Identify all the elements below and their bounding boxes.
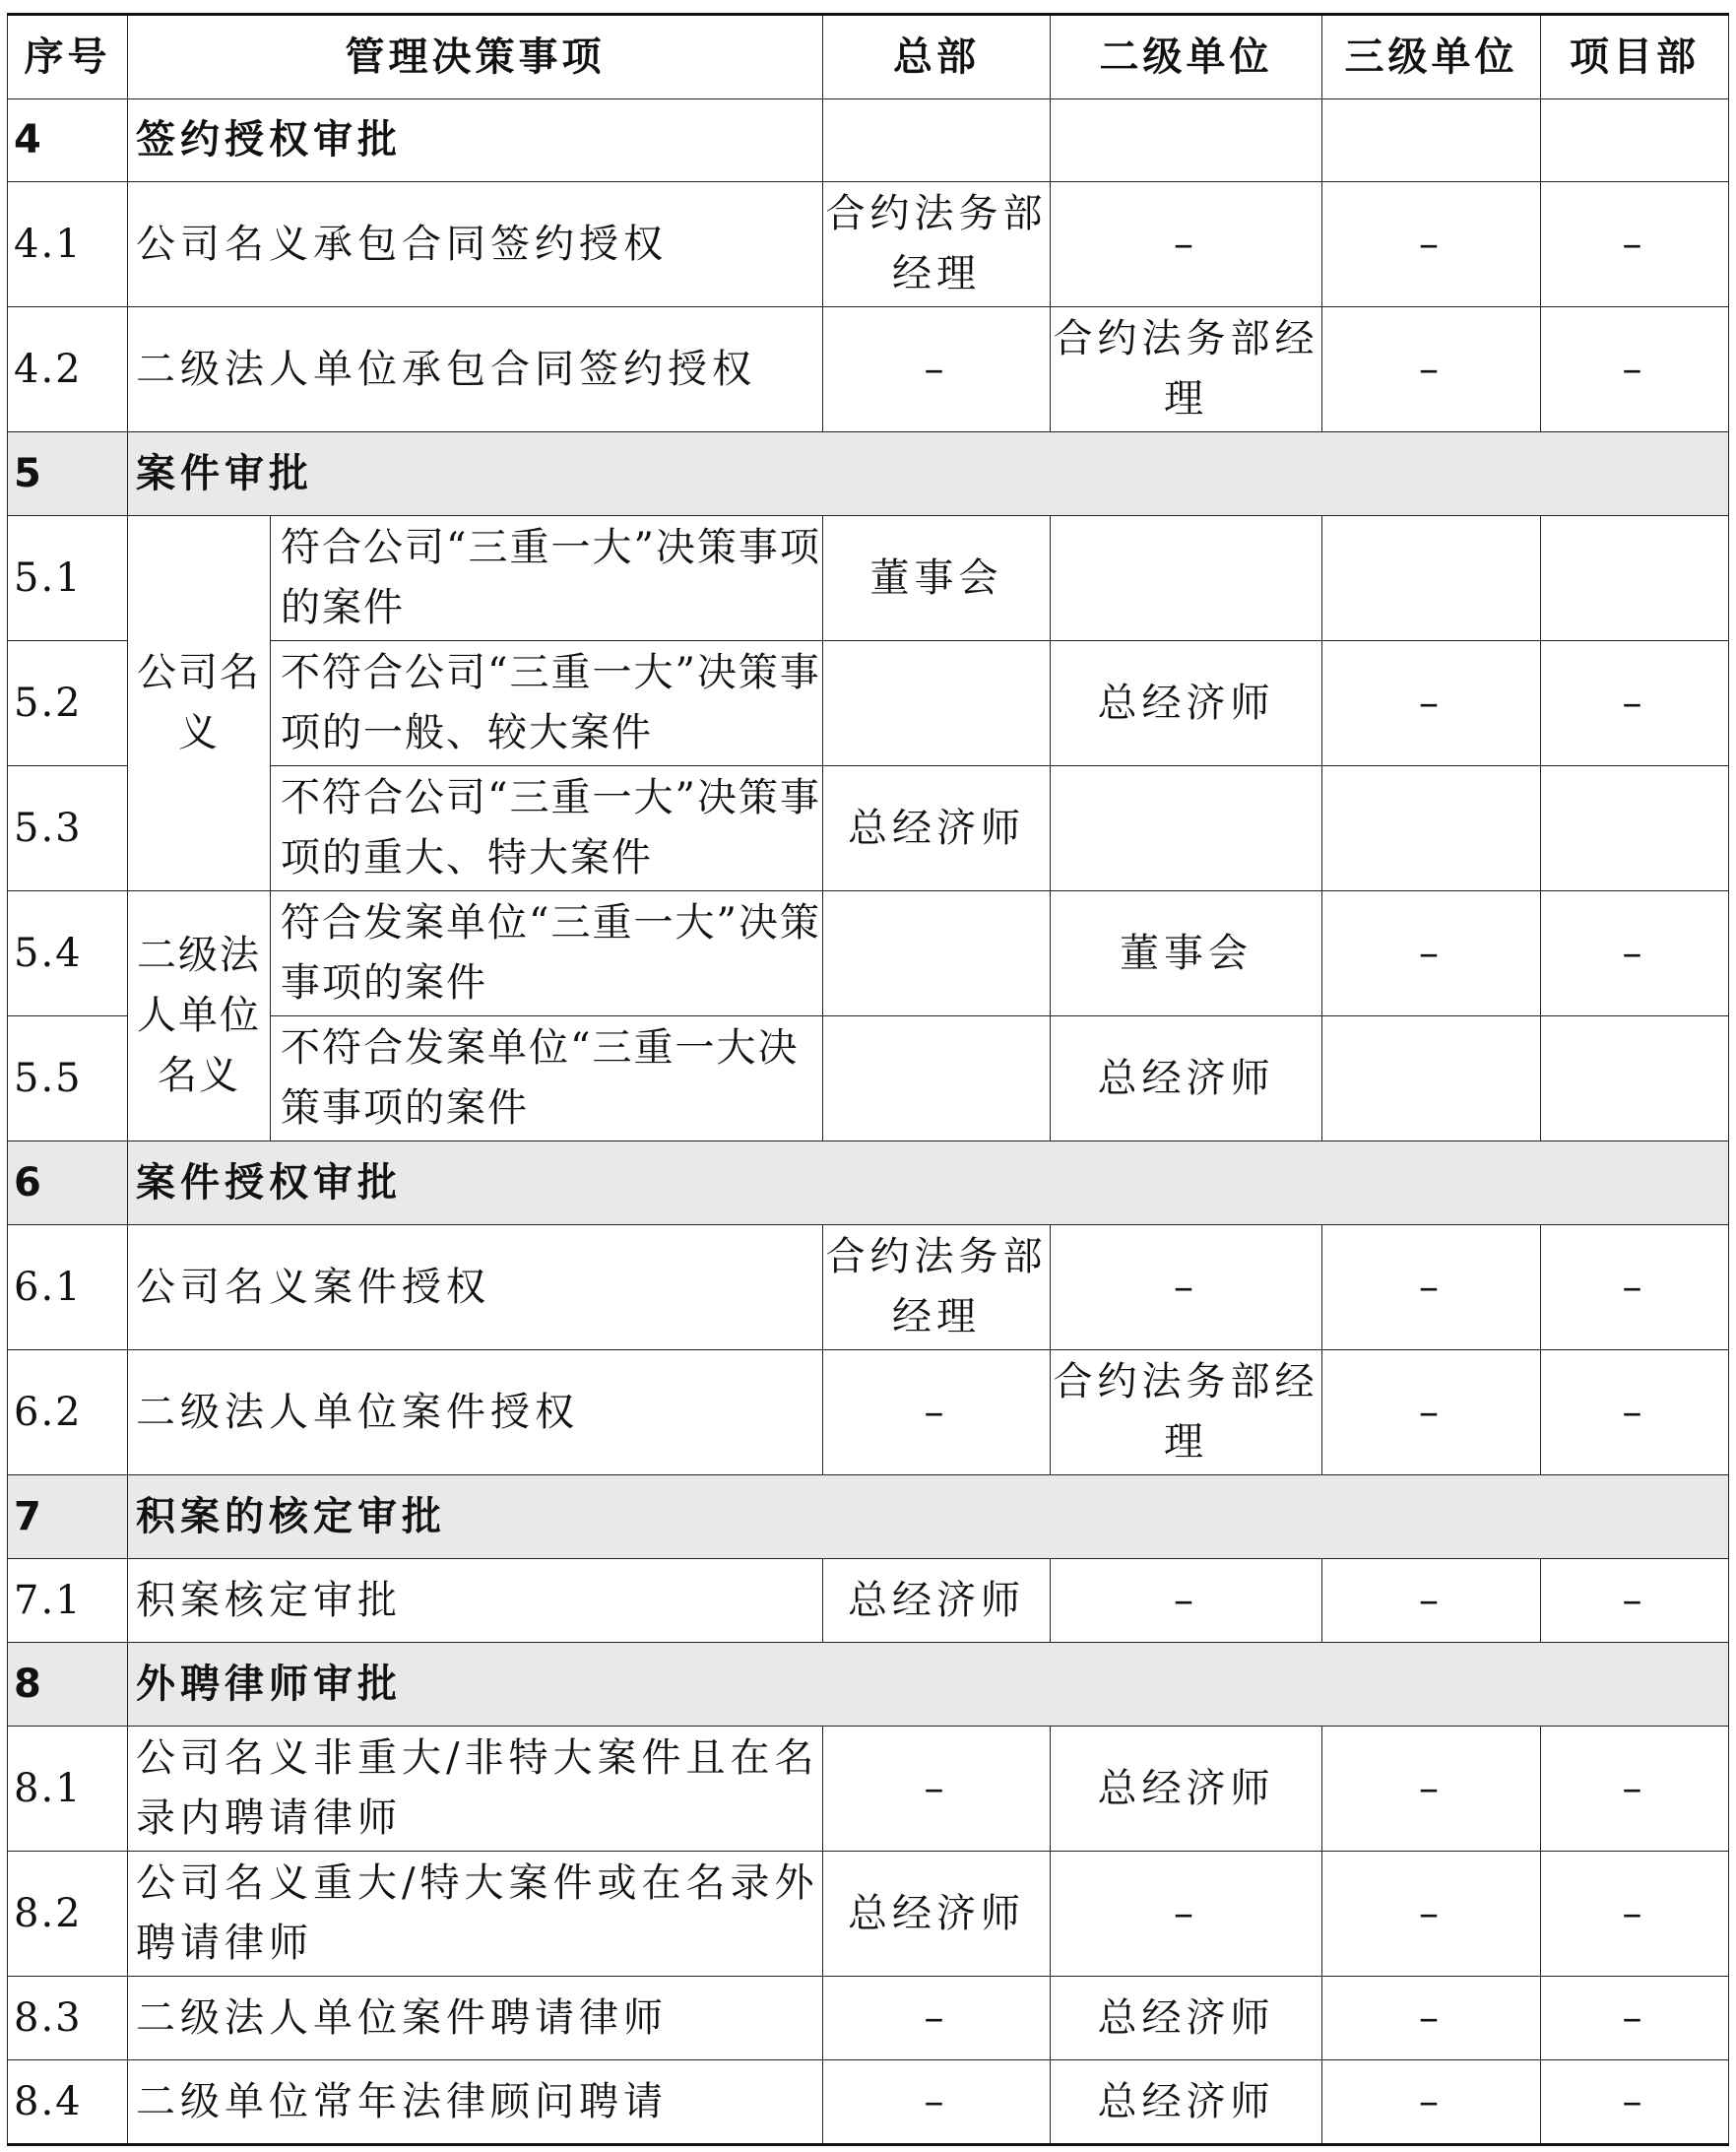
cell-level3: –: [1322, 1225, 1541, 1350]
cell-project: [1541, 1016, 1729, 1141]
cell-level2: –: [1051, 182, 1322, 307]
cell-hq: [823, 641, 1051, 766]
cell-hq: –: [823, 1977, 1051, 2060]
row-item: 公司名义非重大/非特大案件且在名录内聘请律师: [128, 1727, 823, 1852]
cell-level2: 总经济师: [1051, 1977, 1322, 2060]
cell-level3: [1322, 766, 1541, 891]
cell-hq: [823, 891, 1051, 1016]
row-number: 8.4: [8, 2060, 128, 2145]
group-company-label: 公司名义: [128, 516, 271, 891]
table-row: [8, 1225, 1729, 1350]
section-number: 5: [8, 432, 128, 516]
cell-project: –: [1541, 641, 1729, 766]
table-row: [8, 1852, 1729, 1977]
cell-project: –: [1541, 182, 1729, 307]
cell-project: –: [1541, 1350, 1729, 1475]
section-row-6: [8, 1141, 1729, 1225]
header-project: 项目部: [1541, 15, 1729, 99]
header-level2: 二级单位: [1051, 15, 1322, 99]
row-number: 4.2: [8, 307, 128, 432]
table-row: [8, 307, 1729, 432]
cell-level2: –: [1051, 1559, 1322, 1643]
row-number: 5.2: [8, 641, 128, 766]
cell-hq: –: [823, 1727, 1051, 1852]
cell-level2: 总经济师: [1051, 1727, 1322, 1852]
row-item: 符合发案单位“三重一大”决策事项的案件: [271, 891, 823, 1016]
cell-level2: [1051, 516, 1322, 641]
cell-level2: –: [1051, 1225, 1322, 1350]
cell-level3: –: [1322, 891, 1541, 1016]
header-hq: 总部: [823, 15, 1051, 99]
row-number: 6.2: [8, 1350, 128, 1475]
table-row: [8, 516, 1729, 641]
section-title: 外聘律师审批: [128, 1643, 1729, 1727]
cell-level2: [1051, 766, 1322, 891]
cell-level3: [1322, 1016, 1541, 1141]
cell-level3: –: [1322, 1852, 1541, 1977]
row-number: 6.1: [8, 1225, 128, 1350]
section-number: 7: [8, 1475, 128, 1559]
table-row: [8, 182, 1729, 307]
row-item: 符合公司“三重一大”决策事项的案件: [271, 516, 823, 641]
cell-level3: –: [1322, 1977, 1541, 2060]
row-item: 积案核定审批: [128, 1559, 823, 1643]
cell-level2: 董事会: [1051, 891, 1322, 1016]
cell-hq: 总经济师: [823, 1852, 1051, 1977]
table-row: [8, 2060, 1729, 2145]
section-row-7: [8, 1475, 1729, 1559]
cell-hq: –: [823, 2060, 1051, 2145]
row-item: 公司名义重大/特大案件或在名录外聘请律师: [128, 1852, 823, 1977]
cell-project: –: [1541, 307, 1729, 432]
row-item: 二级法人单位案件聘请律师: [128, 1977, 823, 2060]
cell-hq: –: [823, 1350, 1051, 1475]
approval-matrix-table: [7, 13, 1729, 2146]
cell-level2: 合约法务部经理: [1051, 307, 1322, 432]
row-item: 不符合公司“三重一大”决策事项的一般、较大案件: [271, 641, 823, 766]
cell-hq: 合约法务部经理: [823, 182, 1051, 307]
header-row: [8, 15, 1729, 99]
cell-project: –: [1541, 1977, 1729, 2060]
section-title: 案件授权审批: [128, 1141, 1729, 1225]
cell-level3: –: [1322, 1559, 1541, 1643]
row-number: 5.1: [8, 516, 128, 641]
cell-level2: 总经济师: [1051, 641, 1322, 766]
row-number: 5.4: [8, 891, 128, 1016]
row-item: 二级法人单位案件授权: [128, 1350, 823, 1475]
row-number: 5.5: [8, 1016, 128, 1141]
table-row: [8, 1350, 1729, 1475]
cell-project: –: [1541, 1225, 1729, 1350]
cell-hq: –: [823, 307, 1051, 432]
table-row: [8, 1977, 1729, 2060]
row-item: 不符合公司“三重一大”决策事项的重大、特大案件: [271, 766, 823, 891]
row-number: 8.1: [8, 1727, 128, 1852]
row-item: 二级法人单位承包合同签约授权: [128, 307, 823, 432]
cell-project: [1541, 516, 1729, 641]
cell-level3: –: [1322, 1727, 1541, 1852]
group-level2-label: 二级法人单位名义: [128, 891, 271, 1141]
cell-level3: –: [1322, 307, 1541, 432]
cell-hq: 总经济师: [823, 1559, 1051, 1643]
cell-hq: 合约法务部经理: [823, 1225, 1051, 1350]
cell-level3: –: [1322, 2060, 1541, 2145]
section-row-8: [8, 1643, 1729, 1727]
row-number: 5.3: [8, 766, 128, 891]
row-number: 4.1: [8, 182, 128, 307]
cell-hq: 总经济师: [823, 766, 1051, 891]
cell-level2: –: [1051, 1852, 1322, 1977]
row-number: 8.2: [8, 1852, 128, 1977]
cell-level2: 总经济师: [1051, 1016, 1322, 1141]
cell-hq: [823, 1016, 1051, 1141]
cell-level3: –: [1322, 641, 1541, 766]
header-no: 序号: [8, 15, 128, 99]
cell-hq: 董事会: [823, 516, 1051, 641]
cell-project: –: [1541, 2060, 1729, 2145]
cell-level2: 总经济师: [1051, 2060, 1322, 2145]
cell-project: –: [1541, 1727, 1729, 1852]
cell-project: –: [1541, 1559, 1729, 1643]
row-item: 公司名义案件授权: [128, 1225, 823, 1350]
table-row: [8, 1727, 1729, 1852]
section-row-4: [8, 99, 1729, 182]
section-title: 积案的核定审批: [128, 1475, 1729, 1559]
cell-level2: 合约法务部经理: [1051, 1350, 1322, 1475]
section-title: 签约授权审批: [128, 99, 823, 182]
section-row-5: [8, 432, 1729, 516]
row-number: 8.3: [8, 1977, 128, 2060]
table-row: [8, 891, 1729, 1016]
section-title: 案件审批: [128, 432, 1729, 516]
row-item: 不符合发案单位“三重一大决策事项的案件: [271, 1016, 823, 1141]
cell-project: –: [1541, 891, 1729, 1016]
cell-level3: [1322, 516, 1541, 641]
row-item: 二级单位常年法律顾问聘请: [128, 2060, 823, 2145]
header-level3: 三级单位: [1322, 15, 1541, 99]
row-number: 7.1: [8, 1559, 128, 1643]
section-number: 8: [8, 1643, 128, 1727]
cell-level3: –: [1322, 182, 1541, 307]
row-item: 公司名义承包合同签约授权: [128, 182, 823, 307]
cell-project: –: [1541, 1852, 1729, 1977]
section-number: 6: [8, 1141, 128, 1225]
cell-project: [1541, 766, 1729, 891]
section-number: 4: [8, 99, 128, 182]
table-row: [8, 1559, 1729, 1643]
header-item: 管理决策事项: [128, 15, 823, 99]
cell-level3: –: [1322, 1350, 1541, 1475]
